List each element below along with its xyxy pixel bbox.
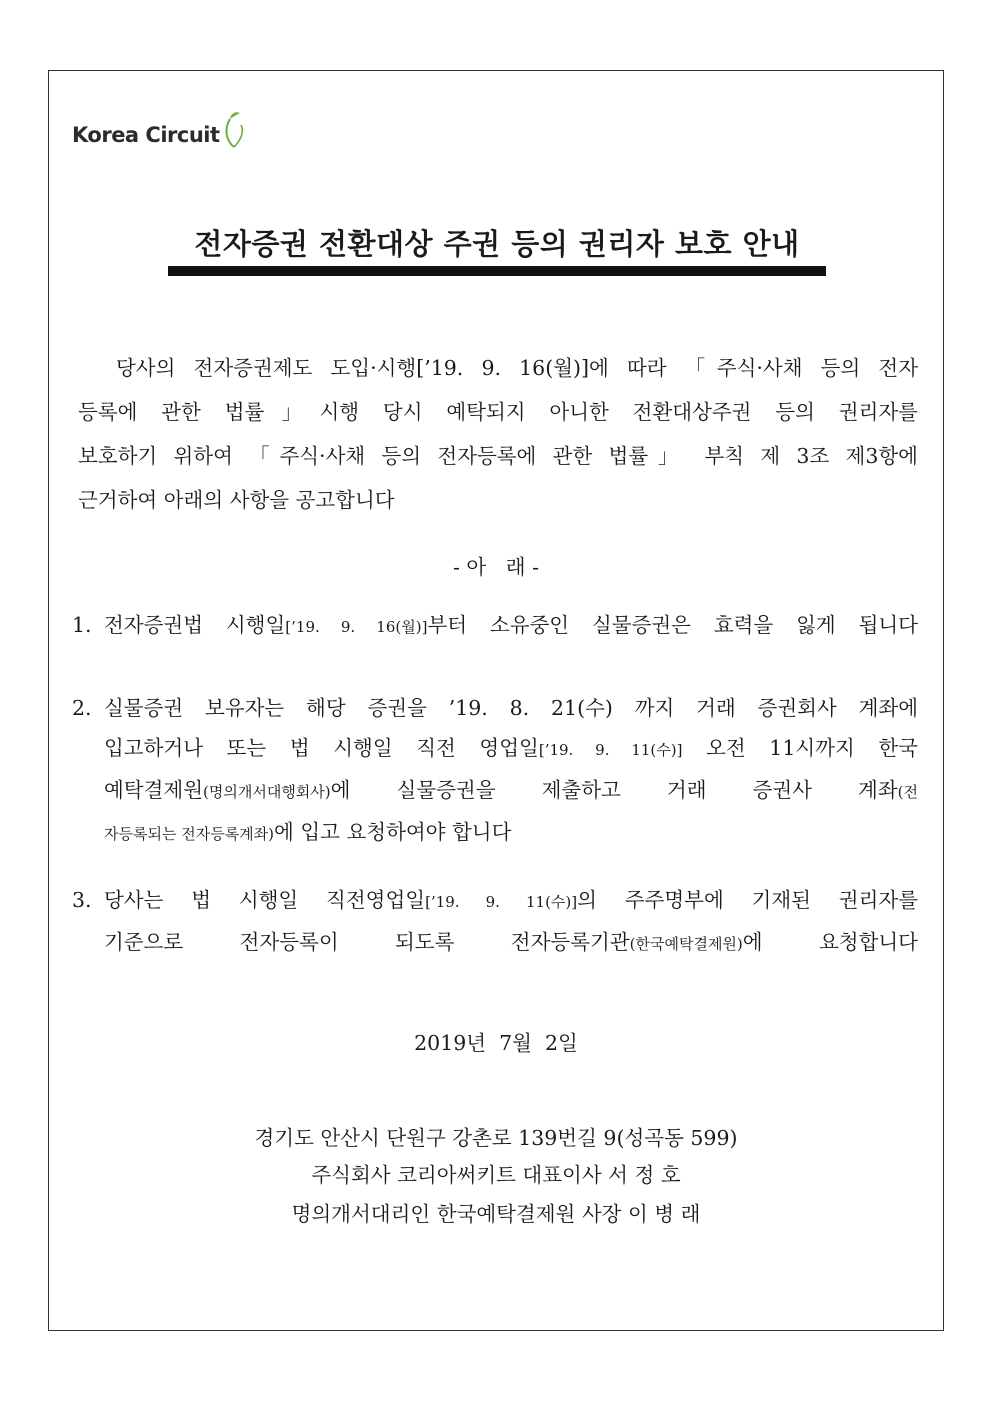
leaf-icon [222, 109, 246, 149]
item-note-small: (한국예탁결제원) [629, 935, 743, 953]
item-text: 부터 소유중인 실물증권은 효력을 잃게 됩니다 [427, 613, 918, 637]
item-note-small: 자등록되는 전자등록계좌) [104, 825, 275, 843]
item-note-small: (명의개서대행회사) [203, 783, 331, 801]
item-number: 3. [72, 888, 92, 912]
item-text: 당사는 법 시행일 직전영업일 [104, 888, 426, 912]
notice-title: 전자증권 전환대상 주권 등의 권리자 보호 안내 [194, 227, 800, 261]
list-item-3 [72, 880, 918, 964]
intro-paragraph [78, 346, 918, 522]
item-text: 예탁결제원 [104, 778, 204, 802]
item-text: 에 실물증권을 제출하고 거래 증권사 계좌 [330, 778, 898, 802]
item-text: 입고하거나 또는 법 시행일 직전 영업일 [104, 736, 539, 760]
logo-text: Korea Circuit [72, 123, 220, 147]
list-item-2 [72, 688, 918, 854]
company-address: 경기도 안산시 단원구 강촌로 139번길 9(성곡동 599) [254, 1126, 738, 1150]
item-number: 1. [72, 613, 92, 637]
item-text: 에 입고 요청하여야 합니다 [274, 820, 512, 844]
item-text: 전자증권법 시행일 [104, 613, 286, 637]
intro-line-1: 당사의 전자증권제도 도입·시행[’19. 9. 16(월)]에 따라 「주식·사채 등의 전자 [116, 356, 918, 380]
intro-line-3: 보호하기 위하여 「주식·사채 등의 전자등록에 관한 법률」 부칙 제 3조 제3항에 [78, 444, 918, 468]
item-note-small: (전 [897, 783, 918, 801]
item-date-small: [’19. 9. 11(수)] [425, 893, 578, 911]
list-item-1 [72, 605, 918, 647]
item-text: 실물증권 보유자는 해당 증권을 ’19. 8. 21(수) 까지 거래 증권회사 계좌에 [104, 696, 918, 720]
item-text: 의 주주명부에 기재된 권리자를 [577, 888, 918, 912]
intro-line-4: 근거하여 아래의 사항을 공고합니다 [78, 488, 395, 512]
notice-date: 2019년 7월 2일 [414, 1031, 578, 1055]
company-logo [72, 115, 246, 155]
intro-line-2: 등록에 관한 법률」시행 당시 예탁되지 아니한 전환대상주권 등의 권리자를 [78, 400, 918, 424]
item-number: 2. [72, 696, 92, 720]
item-text: 에 요청합니다 [742, 930, 918, 954]
item-text: 오전 11시까지 한국 [682, 736, 918, 760]
item-date-small: [’19. 9. 16(월)] [285, 618, 428, 636]
company-representative: 주식회사 코리아써키트 대표이사 서 정 호 [311, 1163, 681, 1187]
item-date-small: [’19. 9. 11(수)] [538, 741, 683, 759]
item-text: 기준으로 전자등록이 되도록 전자등록기관 [104, 930, 630, 954]
title-underline [168, 266, 826, 276]
transfer-agent: 명의개서대리인 한국예탁결제원 사장 이 병 래 [291, 1202, 701, 1226]
section-heading: - 아 래 - [452, 555, 540, 579]
